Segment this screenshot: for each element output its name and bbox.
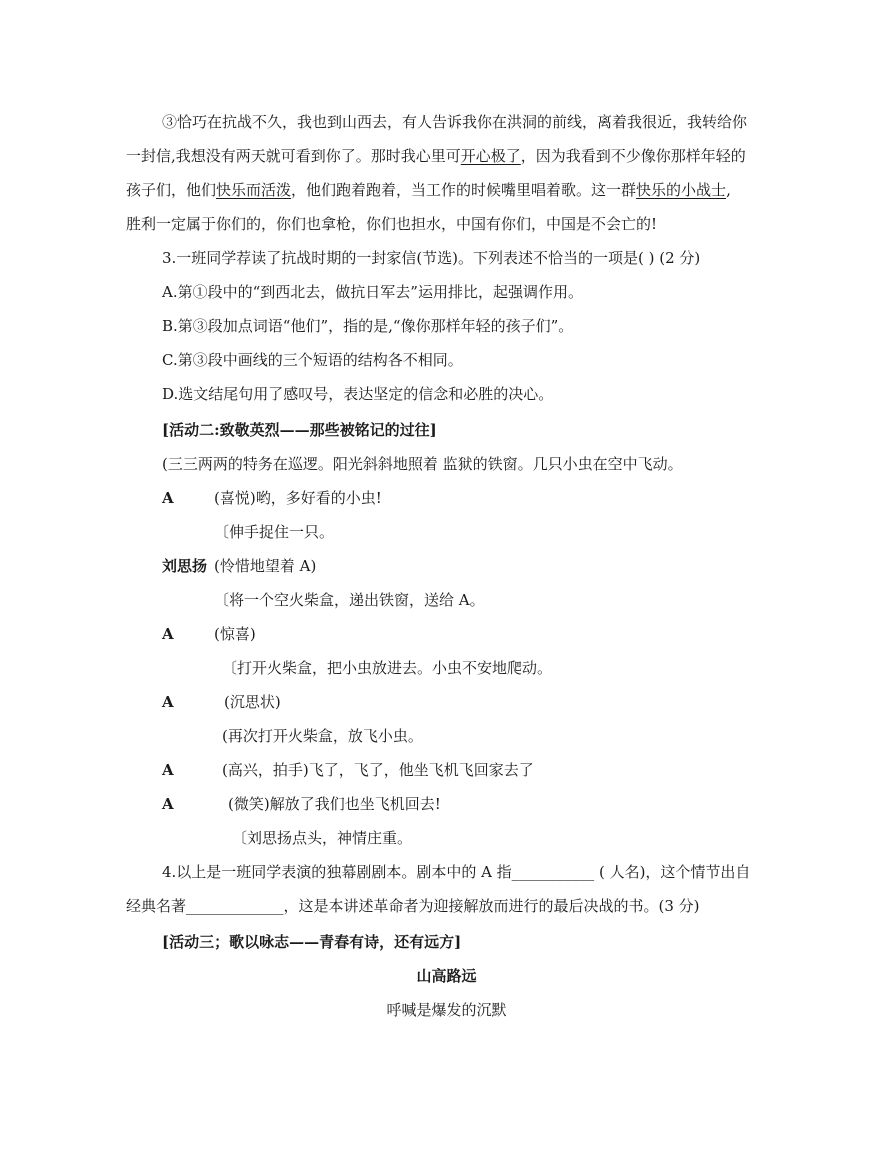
para3-text: ，他们跑着跑着，当工作的时候嘴里唱着歌。这一群 <box>291 181 637 199</box>
script-direction: 〔刘思扬点头，神情庄重。 <box>232 829 413 847</box>
para3-text: 孩子们，他们 <box>126 181 217 199</box>
activity-3-heading: [活动三；歌以咏志——青春有诗，还有远方] <box>162 933 462 951</box>
script-line: (怜惜地望着 A) <box>214 557 317 575</box>
question-3-option-c: C.第③段中画线的三个短语的结构各不相同。 <box>162 351 463 369</box>
underlined-phrase-1: 开心极了 <box>460 147 521 165</box>
script-line: (喜悦)哟，多好看的小虫! <box>214 489 382 507</box>
script-line: (沉思状) <box>224 693 281 711</box>
underlined-phrase-2: 快乐而活泼 <box>216 181 292 199</box>
speaker: 刘思扬 <box>162 557 208 575</box>
para3-line-2 <box>126 146 746 166</box>
speaker: A <box>162 795 174 813</box>
question-4-line-2: 经典名著_____________，这是本讲述革命者为迎接解放而进行的最后决战的书。(3 分) <box>126 897 700 915</box>
speaker: A <box>162 625 174 643</box>
stage-direction: (三三两两的特务在巡逻。阳光斜斜地照着 监狱的铁窗。几只小虫在空中飞动。 <box>162 455 683 473</box>
activity-2-heading: [活动二:致敬英烈——那些被铭记的过往] <box>162 421 437 439</box>
underlined-phrase-3: 快乐的小战士 <box>636 181 727 199</box>
script-direction: 〔打开火柴盒，把小虫放进去。小虫不安地爬动。 <box>222 659 553 677</box>
question-4-line-1: 4.以上是一班同学表演的独幕剧剧本。剧本中的 A 指___________ ( 人名)，这个情节出自 <box>162 863 751 881</box>
poem-title: 山高路远 <box>416 967 477 985</box>
para3-line-1: ③恰巧在抗战不久，我也到山西去，有人告诉我你在洪洞的前线，离着我很近，我转给你 <box>162 113 748 131</box>
script-direction: (再次打开火柴盒，放飞小虫。 <box>222 727 423 745</box>
para3-line-3 <box>126 180 731 200</box>
speaker: A <box>162 489 174 507</box>
question-3-stem: 3.一班同学荐读了抗战时期的一封家信(节选)。下列表述不恰当的一项是( ) (2 分) <box>162 249 701 267</box>
para3-text: 一封信,我想没有两天就可看到你了。那时我心里可 <box>126 147 461 165</box>
para3-text: ，因为我看到不少像你那样年轻的 <box>520 147 746 165</box>
poem-line: 呼喊是爆发的沉默 <box>386 1001 507 1019</box>
script-line: (惊喜) <box>214 625 256 643</box>
question-3-option-b: B.第③段加点词语“他们”，指的是,“像你那样年轻的孩子们”。 <box>162 317 574 335</box>
para3-line-4: 胜利一定属于你们的，你们也拿枪，你们也担水，中国有你们，中国是不会亡的! <box>126 215 658 233</box>
para3-text: , <box>726 181 731 199</box>
question-3-option-a: A.第①段中的“到西北去，做抗日军去”运用排比，起强调作用。 <box>162 283 583 301</box>
question-3-option-d: D.选文结尾句用了感叹号，表达坚定的信念和必胜的决心。 <box>162 385 554 403</box>
script-line: (高兴，拍手)飞了，飞了，他坐飞机飞回家去了 <box>222 761 534 779</box>
script-direction: 〔伸手捉住一只。 <box>214 523 335 541</box>
script-line: (微笑)解放了我们也坐飞机回去! <box>228 795 441 813</box>
speaker: A <box>162 761 174 779</box>
script-direction: 〔将一个空火柴盒，递出铁窗，送给 A。 <box>214 591 485 609</box>
speaker: A <box>162 693 174 711</box>
